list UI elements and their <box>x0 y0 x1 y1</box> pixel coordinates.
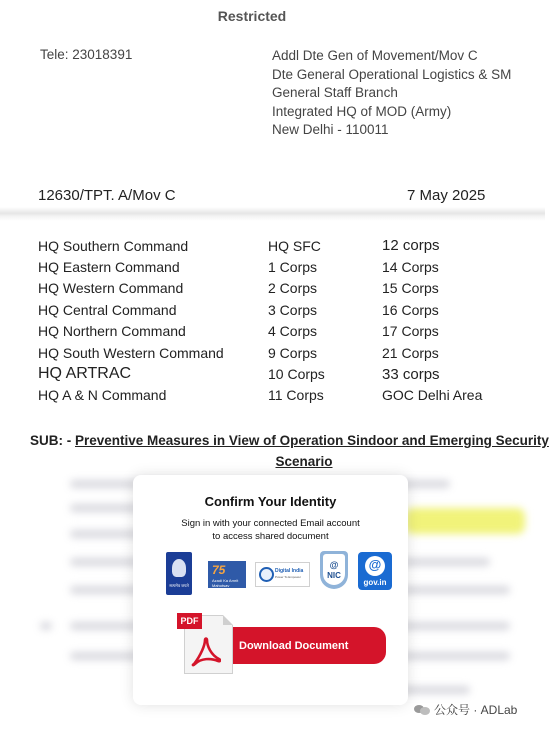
letter-date: 7 May 2025 <box>407 187 486 204</box>
address-line: Addl Dte Gen of Movement/Mov C <box>272 48 478 63</box>
addressee-cell: HQ ARTRAC <box>38 365 132 383</box>
at-sign-icon: @ <box>329 560 339 570</box>
addressee-cell: HQ South Western Command <box>38 344 224 361</box>
digital-india-tagline: Power To Empower <box>275 575 301 579</box>
addressee-cell: 2 Corps <box>268 280 318 297</box>
watermark-text: 公众号 · ADLab <box>434 703 518 717</box>
wechat-icon <box>414 704 430 716</box>
addressee-list <box>38 235 492 406</box>
addressee-cell: 9 Corps <box>268 344 318 361</box>
addressee-cell: HQ Central Command <box>38 301 177 318</box>
classification-label: Restricted <box>217 8 287 24</box>
page-fold-corner <box>223 615 233 625</box>
subject-line-1 <box>30 430 558 451</box>
lion-capital-icon <box>172 559 186 577</box>
address-line: New Delhi - 110011 <box>272 122 389 137</box>
modal-title: Confirm Your Identity <box>204 494 337 509</box>
subject-line-2 <box>30 451 558 472</box>
azadi-caption: Azadi Ka Amrit Mahotsav <box>212 578 239 588</box>
emblem-caption: सत्यमेव जयते <box>169 583 189 588</box>
addressee-cell: 16 Corps <box>382 301 439 318</box>
download-document-button[interactable]: Download Document <box>217 627 386 664</box>
subject-line <box>30 430 558 472</box>
addressee-cell: HQ Southern Command <box>38 237 189 254</box>
subject-title-cont: Scenario <box>275 454 333 469</box>
identity-modal <box>133 475 408 705</box>
addressee-row <box>38 385 492 406</box>
address-line: General Staff Branch <box>272 85 398 100</box>
national-emblem-logo <box>166 552 192 595</box>
addressee-cell: HQ Western Command <box>38 280 184 297</box>
addressee-cell: 3 Corps <box>268 301 318 318</box>
gov-in-logo <box>358 552 392 590</box>
digital-india-logo <box>255 562 310 587</box>
modal-subtitle <box>133 517 408 543</box>
reference-number: 12630/TPT. A/Mov C <box>38 187 176 204</box>
addressee-row <box>38 299 492 320</box>
digital-india-title: Digital India <box>275 568 304 574</box>
addressee-cell: 1 Corps <box>268 259 318 276</box>
gov-in-label: gov.in <box>363 578 387 587</box>
address-line: Integrated HQ of MOD (Army) <box>272 103 452 119</box>
nic-logo <box>320 551 348 589</box>
addressee-cell: 17 Corps <box>382 323 439 340</box>
blurred-text-line <box>40 622 52 630</box>
addressee-row <box>38 321 492 342</box>
at-sign-icon: @ <box>368 557 382 572</box>
acrobat-icon <box>191 637 221 667</box>
subject-prefix: SUB: - <box>30 433 75 448</box>
page-fold-divider <box>0 207 545 221</box>
addressee-cell: HQ Eastern Command <box>38 259 180 276</box>
addressee-cell: 33 corps <box>382 365 440 383</box>
addressee-cell: 21 Corps <box>382 344 439 361</box>
telephone-number: Tele: 23018391 <box>40 47 133 62</box>
blurred-highlight <box>405 508 525 534</box>
subject-title: Preventive Measures in View of Operation Sindoor and Emerging Security <box>75 433 549 448</box>
modal-subtitle-line: Sign in with your connected Email account <box>181 518 360 529</box>
addressee-cell: 15 Corps <box>382 280 439 297</box>
pdf-badge: PDF <box>177 613 202 629</box>
addressee-cell: HQ A & N Command <box>38 387 167 404</box>
addressee-cell: HQ SFC <box>268 237 321 254</box>
watermark <box>414 701 517 718</box>
digital-india-mark-inner <box>261 569 272 580</box>
azadi-ka-amrit-mahotsav-logo <box>208 561 246 588</box>
nic-label: NIC <box>327 571 341 580</box>
addressee-cell: GOC Delhi Area <box>382 387 483 404</box>
addressee-cell: 14 Corps <box>382 259 439 276</box>
addressee-row <box>38 256 492 277</box>
address-line: Dte General Operational Logistics & SM <box>272 66 512 82</box>
addressee-cell: 12 corps <box>382 237 440 255</box>
addressee-cell: HQ Northern Command <box>38 323 186 340</box>
addressee-cell: 10 Corps <box>268 366 325 383</box>
azadi-number: 75 <box>212 563 226 577</box>
addressee-cell: 11 Corps <box>268 387 324 404</box>
addressee-row <box>38 235 492 256</box>
sender-address <box>272 47 511 140</box>
addressee-row <box>38 342 492 363</box>
addressee-row <box>38 278 492 299</box>
modal-subtitle-line: to access shared document <box>212 531 329 542</box>
addressee-row <box>38 363 492 384</box>
blurred-text-line <box>400 652 510 660</box>
nic-shield <box>323 554 345 585</box>
addressee-cell: 4 Corps <box>268 323 318 340</box>
